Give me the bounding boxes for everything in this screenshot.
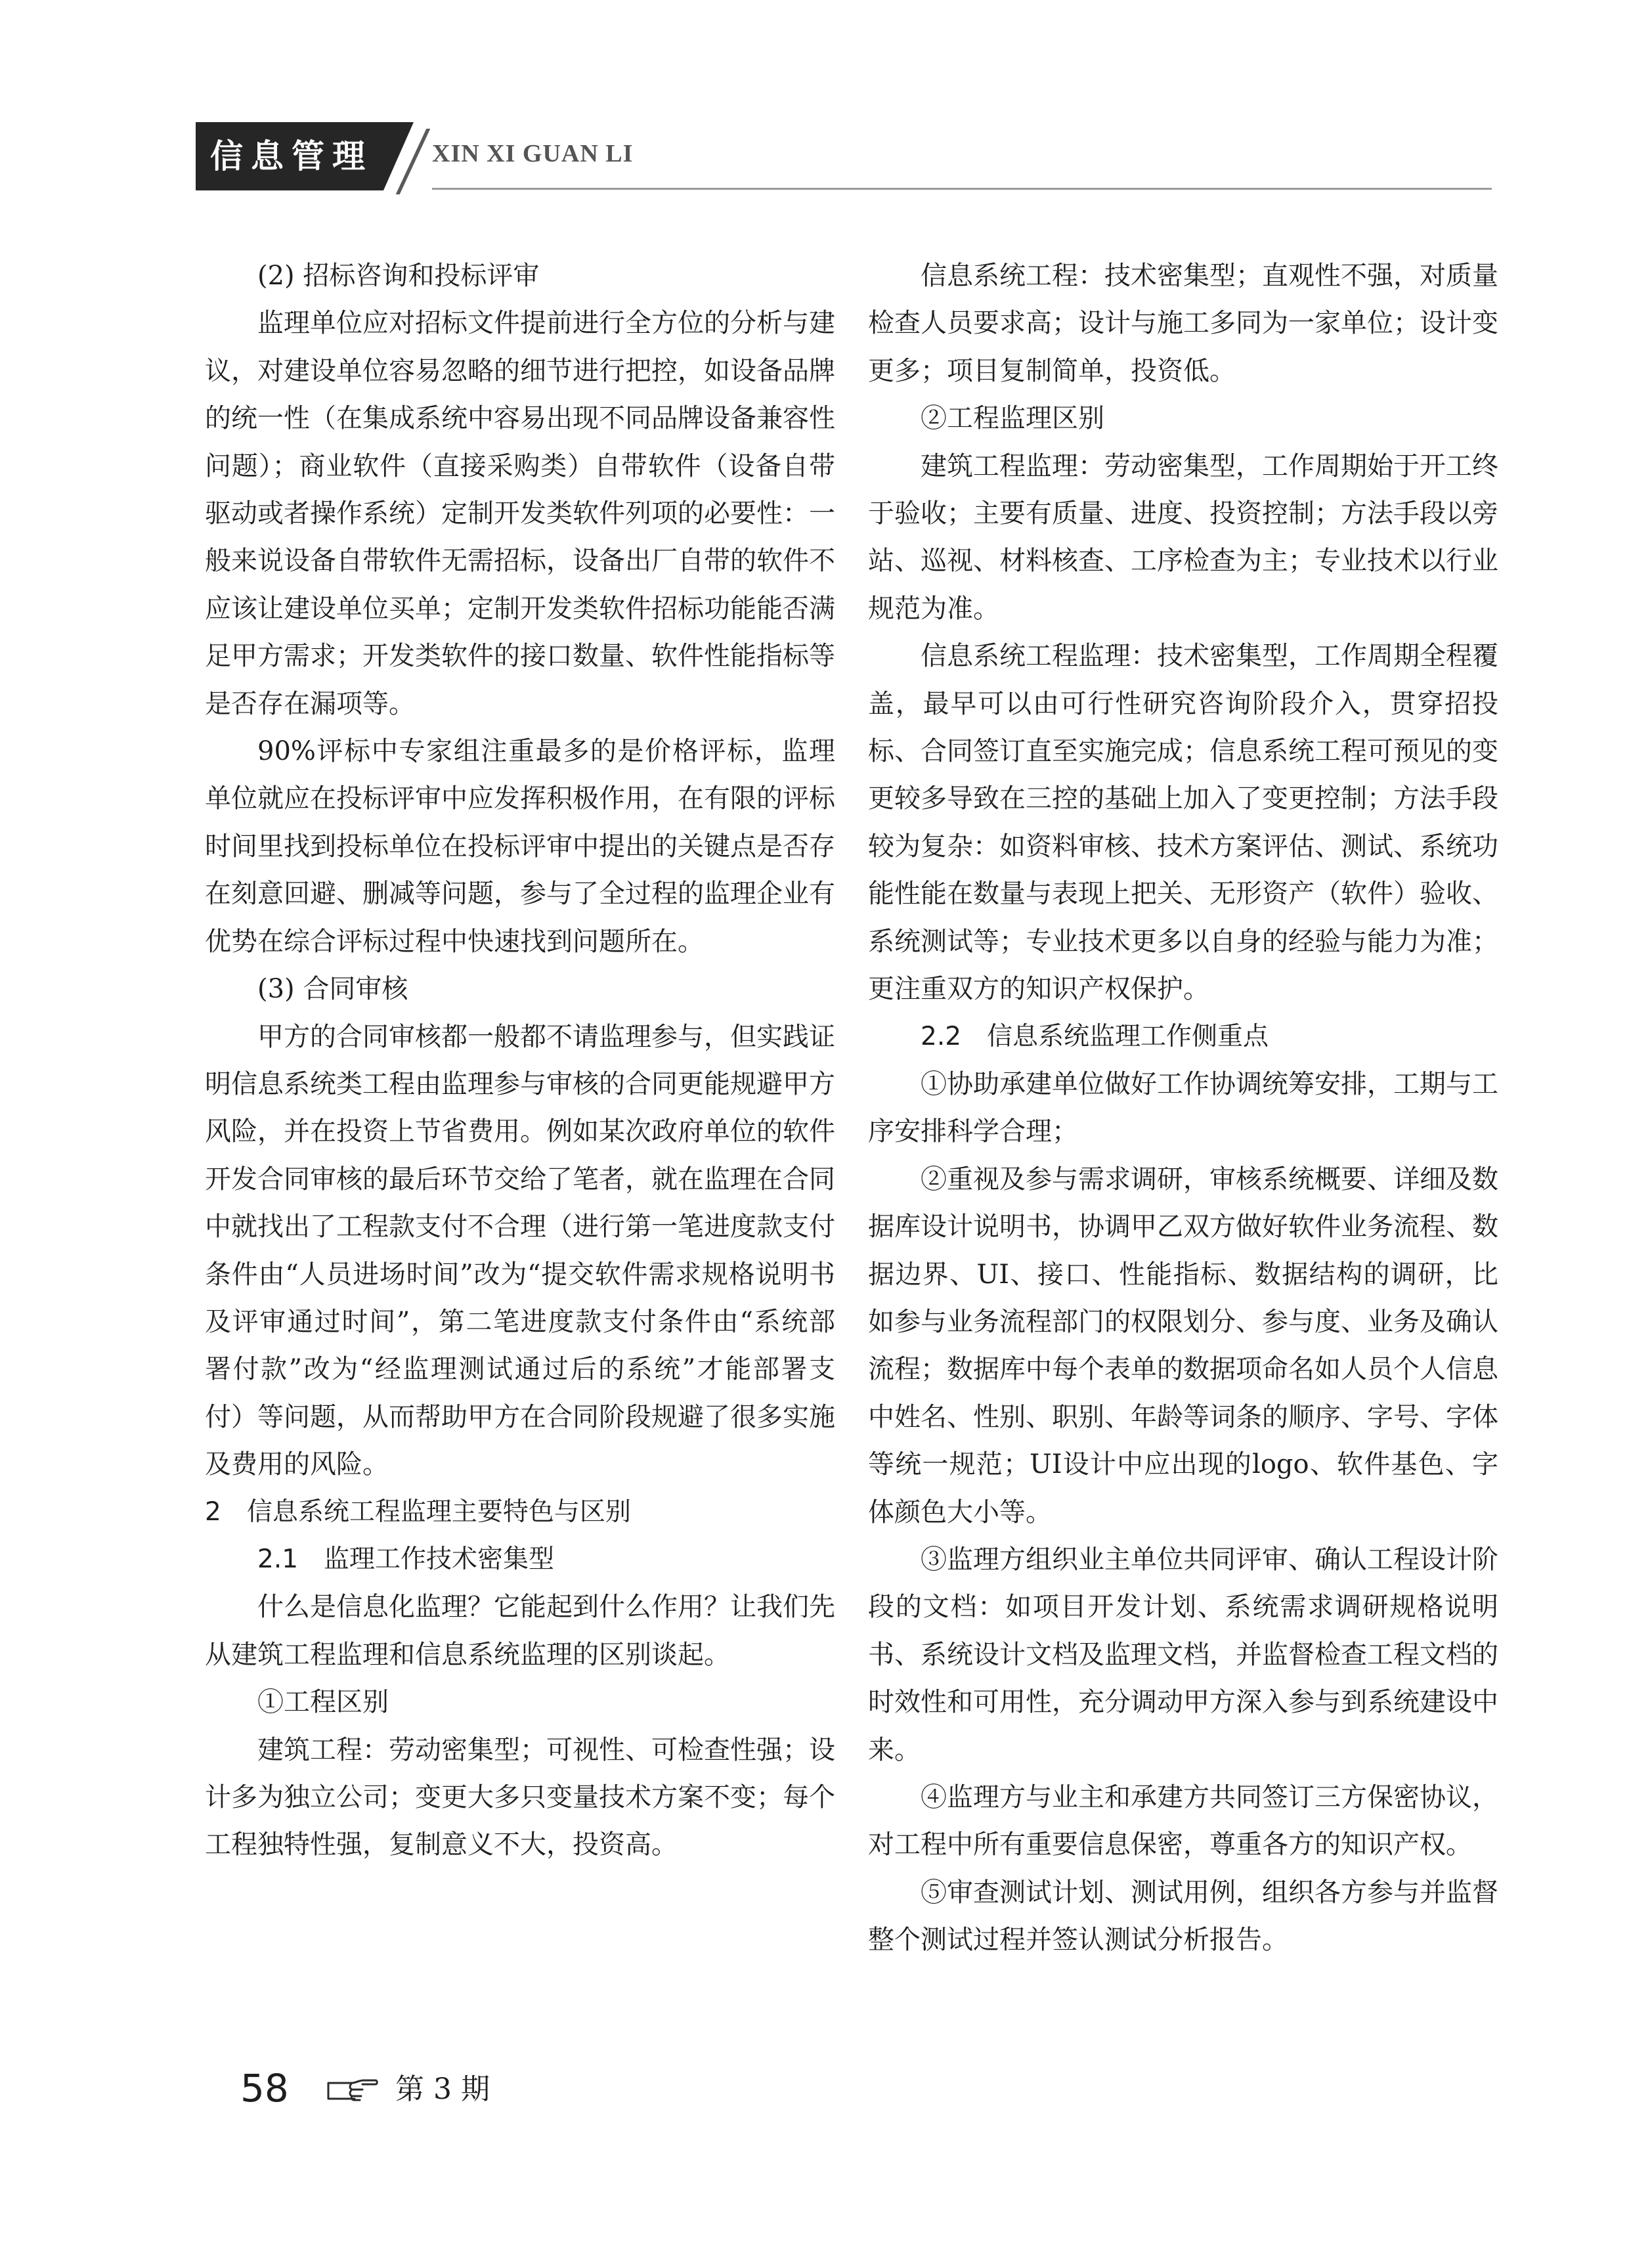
section-title-pinyin: XIN XI GUAN LI	[432, 140, 634, 167]
pointing-hand-icon	[326, 2075, 378, 2101]
section-heading-2-1: 2.1 监理工作技术密集型	[257, 1544, 555, 1574]
subheading-contract-review: (3) 合同审核	[257, 974, 408, 1005]
paragraph: 90%评标中专家组注重最多的是价格评标，监理单位就应在投标评审中应发挥积极作用，在有限的评标时间里找到投标单位在投标评审中提出的关键点是否存在刻意回避、删减等问题，参与了全过程的监理企业有优势在综合评标过程中快速找到问题所在。	[205, 736, 835, 957]
section-tag: 信息管理	[196, 122, 383, 190]
page-footer	[240, 2062, 766, 2115]
subheading-bid-review: (2) 招标咨询和投标评审	[257, 261, 540, 291]
section-heading-2: 2 信息系统工程监理主要特色与区别	[205, 1497, 631, 1527]
paragraph: 建筑工程监理：劳动密集型，工作周期始于开工终于验收；主要有质量、进度、投资控制；方法手段以旁站、巡视、材料核查、工序检查为主；专业技术以行业规范为准。	[868, 450, 1498, 624]
list-item: ⑤审查测试计划、测试用例，组织各方参与并监督整个测试过程并签认测试分析报告。	[868, 1877, 1498, 1956]
issue-number: 第 3 期	[395, 2072, 490, 2106]
left-column	[205, 252, 835, 1869]
paragraph: 建筑工程：劳动密集型；可视性、可检查性强；设计多为独立公司；变更大多只变量技术方案不变；每个工程独特性强，复制意义不大，投资高。	[205, 1734, 835, 1860]
paragraph: 甲方的合同审核都一般都不请监理参与，但实践证明信息系统类工程由监理参与审核的合同更能规避甲方风险，并在投资上节省费用。例如某次政府单位的软件开发合同审核的最后环节交给了笔者，就在监理在合同中就找出了工程款支付不合理（进行第一笔进度款支付条件由“人员进场时间”改为“提交软件需求规格说明书及评审通过时间”，第二笔进度款支付条件由“系统部署付款”改为“经监理测试通过后的系统”才能部署支付）等问题，从而帮助甲方在合同阶段规避了很多实施及费用的风险。	[205, 1021, 835, 1480]
header-rule	[432, 188, 1492, 190]
list-item: ①协助承建单位做好工作协调统筹安排，工期与工序安排科学合理；	[868, 1068, 1498, 1147]
right-column	[868, 252, 1498, 1964]
page-number: 58	[240, 2066, 289, 2111]
subheading-engineering-difference: ①工程区别	[257, 1687, 389, 1718]
paragraph: 监理单位应对招标文件提前进行全方位的分析与建议，对建设单位容易忽略的细节进行把控，如设备品牌的统一性（在集成系统中容易出现不同品牌设备兼容性问题）；商业软件（直接采购类）自带软件（设备自带驱动或者操作系统）定制开发类软件列项的必要性：一般来说设备自带软件无需招标，设备出厂自带的软件不应该让建设单位买单；定制开发类软件招标功能能否满足甲方需求；开发类软件的接口数量、软件性能指标等是否存在漏项等。	[205, 308, 835, 719]
section-tag-wedge	[383, 122, 414, 190]
paragraph: 信息系统工程监理：技术密集型，工作周期全程覆盖，最早可以由可行性研究咨询阶段介入，贯穿招投标、合同签订直至实施完成；信息系统工程可预见的变更较多导致在三控的基础上加入了变更控制；方法手段较为复杂：如资料审核、技术方案评估、测试、系统功能性能在数量与表现上把关、无形资产（软件）验收、系统测试等；专业技术更多以自身的经验与能力为准；更注重双方的知识产权保护。	[868, 641, 1498, 1005]
section-heading-2-2: 2.2 信息系统监理工作侧重点	[921, 1021, 1269, 1051]
list-item: ④监理方与业主和承建方共同签订三方保密协议，对工程中所有重要信息保密，尊重各方的知识产权。	[868, 1782, 1498, 1860]
list-item: ③监理方组织业主单位共同评审、确认工程设计阶段的文档：如项目开发计划、系统需求调研规格说明书、系统设计文档及监理文档，并监督检查工程文档的时效性和可用性，充分调动甲方深入参与到系统建设中来。	[868, 1544, 1498, 1765]
page-header	[196, 122, 1492, 194]
list-item: ②重视及参与需求调研，审核系统概要、详细及数据库设计说明书，协调甲乙双方做好软件业务流程、数据边界、UI、接口、性能指标、数据结构的调研，比如参与业务流程部门的权限划分、参与度、业务及确认流程；数据库中每个表单的数据项命名如人员个人信息中姓名、性别、职别、年龄等词条的顺序、字号、字体等统一规范；UI设计中应出现的logo、软件基色、字体颜色大小等。	[868, 1164, 1498, 1527]
subheading-supervision-difference: ②工程监理区别	[921, 403, 1104, 434]
paragraph: 什么是信息化监理？它能起到什么作用？让我们先从建筑工程监理和信息系统监理的区别谈起。	[205, 1592, 835, 1670]
paragraph: 信息系统工程：技术密集型；直观性不强，对质量检查人员要求高；设计与施工多同为一家单位；设计变更多；项目复制简单，投资低。	[868, 261, 1498, 386]
